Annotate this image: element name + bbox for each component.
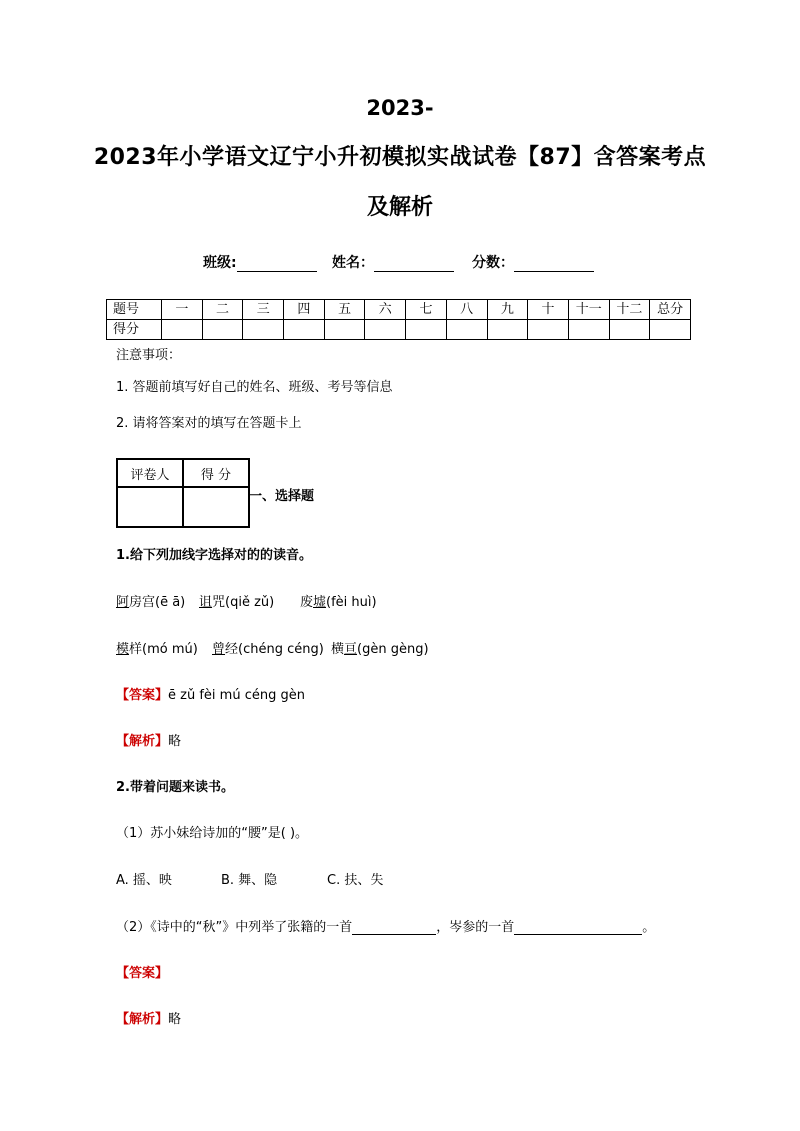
doc-title-line2: 2023年小学语文辽宁小升初模拟实战试卷【87】含答案考点 (93, 145, 707, 170)
score-header-cell: 六 (365, 300, 406, 320)
q2-stem (116, 776, 234, 795)
analysis-text: 略 (168, 734, 182, 749)
q1-stem-text: 1.给下列加线字选择对的的读音。 (116, 548, 312, 563)
q1-item-text: 样(mó mú) (129, 642, 198, 657)
grader-score-cell[interactable] (183, 487, 249, 527)
score-cell[interactable] (406, 320, 447, 340)
answer-tag: 【答案】 (116, 688, 169, 703)
q1-item-text: 房宫(ē ā) (129, 595, 186, 610)
analysis-text: 略 (168, 1012, 182, 1027)
underlined-char: 墟 (313, 595, 327, 610)
score-cell[interactable] (284, 320, 325, 340)
score-header-cell: 八 (446, 300, 487, 320)
answer-text: ē zǔ fèi mú céng gèn (168, 688, 305, 703)
underlined-char: 诅 (199, 595, 213, 610)
class-field[interactable] (203, 252, 317, 272)
q1-item (331, 638, 429, 657)
notes-heading: 注意事项： (116, 348, 182, 363)
q2-blank-2[interactable] (514, 920, 642, 935)
score-cell[interactable] (568, 320, 609, 340)
q2-analysis (116, 1008, 181, 1027)
q2-sub2-text-a: （2）《诗中的“秋”》中列举了张籍的一首 (116, 920, 353, 935)
section-title: 一、选择题 (249, 489, 315, 504)
q2-sub2-text-c: 。 (642, 920, 656, 935)
underlined-char: 模 (116, 642, 130, 657)
score-header-cell: 九 (487, 300, 528, 320)
score-header-cell: 二 (202, 300, 243, 320)
name-label: 姓名： (332, 255, 374, 271)
q2-option-b[interactable]: B. 舞、隐 (221, 873, 278, 888)
q2-option-a[interactable]: A. 摇、映 (116, 873, 172, 888)
score-table (106, 299, 691, 340)
score-field[interactable] (472, 252, 594, 272)
underlined-char: 曾 (212, 642, 226, 657)
score-header-cell: 十一 (568, 300, 609, 320)
q1-answer (116, 684, 305, 703)
score-header-cell: 总分 (650, 300, 691, 320)
score-header-cell: 题号 (107, 300, 162, 320)
score-cell[interactable] (609, 320, 650, 340)
score-cell[interactable] (446, 320, 487, 340)
score-header-cell: 七 (406, 300, 447, 320)
q2-blank-1[interactable] (352, 920, 436, 935)
q1-item (212, 638, 324, 657)
underlined-char: 亘 (344, 642, 358, 657)
score-header-cell: 三 (243, 300, 284, 320)
grader-score-label: 得 分 (183, 459, 249, 487)
score-cell[interactable] (528, 320, 569, 340)
name-blank[interactable] (374, 257, 454, 272)
q2-sub2 (116, 916, 655, 935)
q2-stem-text: 2.带着问题来读书。 (116, 780, 234, 795)
score-cell[interactable] (243, 320, 284, 340)
score-label: 分数： (472, 255, 514, 271)
note-item: 1. 答题前填写好自己的姓名、班级、考号等信息 (116, 380, 393, 395)
q1-item (199, 591, 274, 610)
q1-item (116, 638, 198, 657)
score-cell[interactable] (650, 320, 691, 340)
q1-item-text: (fèi huì) (326, 595, 377, 610)
note-item: 2. 请将答案对的填写在答题卡上 (116, 416, 302, 431)
class-label: 班级: (203, 255, 237, 271)
class-blank[interactable] (237, 257, 317, 272)
grader-label: 评卷人 (117, 459, 183, 487)
q1-item-pre: 废 (300, 595, 314, 610)
doc-title-line1: 2023- (366, 96, 434, 120)
score-header-cell: 十二 (609, 300, 650, 320)
analysis-tag: 【解析】 (116, 1012, 169, 1027)
score-header-cell: 四 (284, 300, 325, 320)
analysis-tag: 【解析】 (116, 734, 169, 749)
answer-tag: 【答案】 (116, 966, 169, 981)
score-cell[interactable] (365, 320, 406, 340)
q2-option-c[interactable]: C. 扶、失 (327, 873, 384, 888)
score-header-cell: 一 (162, 300, 203, 320)
grader-cell[interactable] (117, 487, 183, 527)
q1-analysis (116, 730, 181, 749)
score-row-label: 得分 (107, 320, 162, 340)
q1-item-text: 咒(qiě zǔ) (212, 595, 275, 610)
q1-stem (116, 544, 312, 563)
q1-item (300, 591, 377, 610)
score-cell[interactable] (202, 320, 243, 340)
q2-sub1: （1）苏小妹给诗加的“腰”是( )。 (116, 826, 309, 841)
q2-answer (116, 962, 168, 981)
underlined-char: 阿 (116, 595, 130, 610)
score-header-cell: 十 (528, 300, 569, 320)
score-table-score-row (107, 320, 691, 340)
q1-item (116, 591, 185, 610)
score-cell[interactable] (324, 320, 365, 340)
score-blank[interactable] (514, 257, 594, 272)
score-cell[interactable] (162, 320, 203, 340)
doc-title-line3: 及解析 (366, 195, 433, 220)
score-cell[interactable] (487, 320, 528, 340)
q2-sub2-text-b: ，岑参的一首 (436, 920, 515, 935)
score-table-header-row (107, 300, 691, 320)
q1-item-text: 经(chéng céng) (225, 642, 324, 657)
name-field[interactable] (332, 252, 454, 272)
score-header-cell: 五 (324, 300, 365, 320)
q1-item-pre: 横 (331, 642, 345, 657)
grader-box (116, 458, 250, 528)
q1-item-text: (gèn gèng) (357, 642, 429, 657)
